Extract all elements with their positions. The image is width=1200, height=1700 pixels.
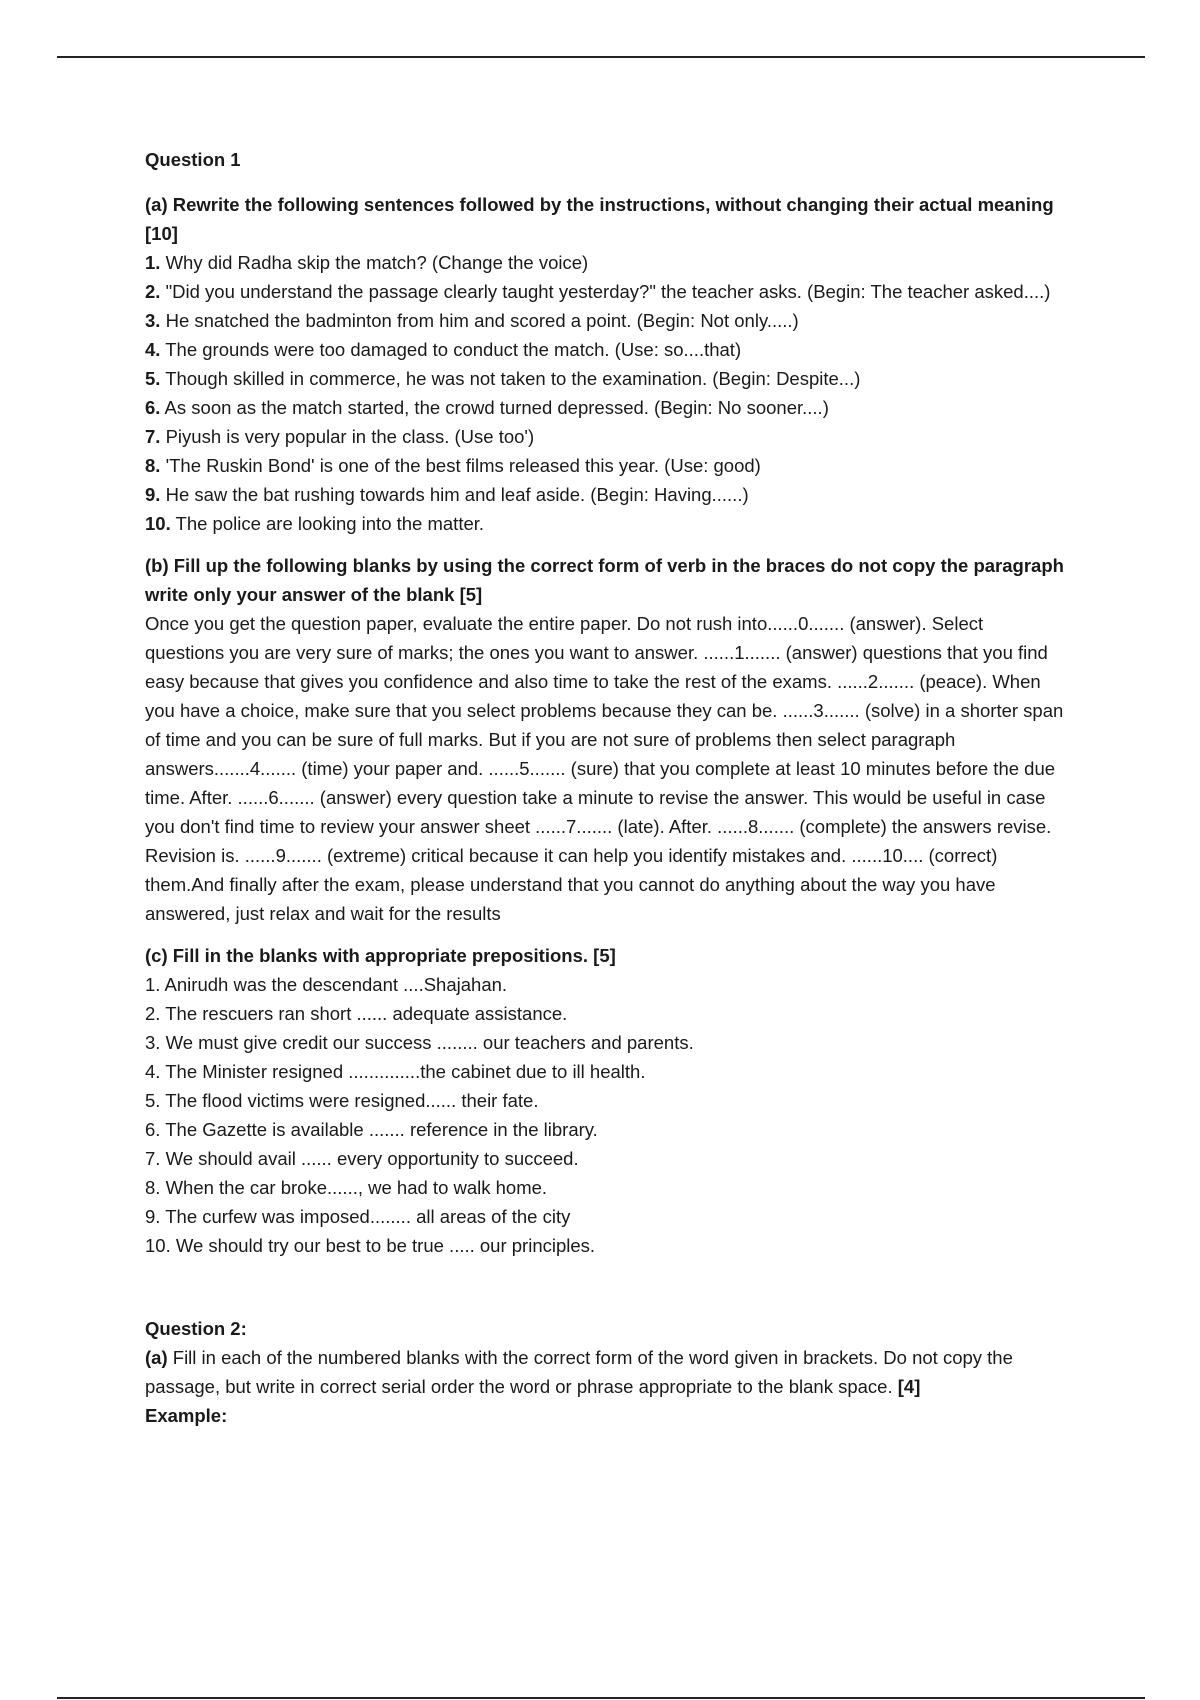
question-1c-heading: (c) Fill in the blanks with appropriate prepositions. [5] bbox=[145, 945, 616, 966]
list-item: 10. We should try our best to be true ..... our principles. bbox=[145, 1235, 596, 1256]
list-item: 8. 'The Ruskin Bond' is one of the best films released this year. (Use: good) bbox=[145, 455, 761, 476]
list-item: 7. We should avail ...... every opportunity to succeed. bbox=[145, 1148, 579, 1169]
list-item: 6. The Gazette is available ....... reference in the library. bbox=[145, 1119, 598, 1140]
list-item: 1. Why did Radha skip the match? (Change the voice) bbox=[145, 252, 589, 273]
list-item: 5. The flood victims were resigned...... their fate. bbox=[145, 1090, 539, 1111]
list-item: 5. Though skilled in commerce, he was not taken to the examination. (Begin: Despite...) bbox=[145, 368, 861, 389]
list-item: 9. The curfew was imposed........ all areas of the city bbox=[145, 1206, 571, 1227]
list-item: 6. As soon as the match started, the crowd turned depressed. (Begin: No sooner....) bbox=[145, 397, 829, 418]
question-1a-heading: (a) Rewrite the following sentences followed by the instructions, without changing their actual meaning [10] bbox=[145, 194, 1054, 244]
list-item: 8. When the car broke......, we had to walk home. bbox=[145, 1177, 548, 1198]
question-1a-list bbox=[145, 248, 1065, 538]
list-item: 4. The grounds were too damaged to conduct the match. (Use: so....that) bbox=[145, 339, 742, 360]
top-rule bbox=[57, 56, 1145, 58]
question-2-title: Question 2: bbox=[145, 1318, 247, 1339]
bottom-rule bbox=[57, 1697, 1145, 1699]
question-1a-section bbox=[145, 190, 1065, 538]
list-item: 9. He saw the bat rushing towards him and leaf aside. (Begin: Having......) bbox=[145, 484, 749, 505]
list-item: 2. The rescuers ran short ...... adequate assistance. bbox=[145, 1003, 568, 1024]
list-item: 2. "Did you understand the passage clearly taught yesterday?" the teacher asks. (Begin: The teacher asked....) bbox=[145, 281, 1051, 302]
question-1b-heading: (b) Fill up the following blanks by using the correct form of verb in the braces do not copy the paragraph write only your answer of the blank [5] bbox=[145, 555, 1064, 605]
list-item: 3. We must give credit our success ........ our teachers and parents. bbox=[145, 1032, 694, 1053]
question-2a-instructions: (a) Fill in each of the numbered blanks with the correct form of the word given in brackets. Do not copy the passage, but write in correct serial order the word or phrase appropriate to the blank space. [4] bbox=[145, 1347, 1013, 1397]
question-2-section bbox=[145, 1314, 1065, 1430]
question-1c-list bbox=[145, 970, 1065, 1260]
list-item: 1. Anirudh was the descendant ....Shajahan. bbox=[145, 974, 508, 995]
list-item: 3. He snatched the badminton from him and scored a point. (Begin: Not only.....) bbox=[145, 310, 799, 331]
list-item: 10. The police are looking into the matter. bbox=[145, 513, 485, 534]
question-1b-paragraph: Once you get the question paper, evaluate the entire paper. Do not rush into......0....... (answer). Select questions you are very sure of marks; the ones you want to answer. ......1....... (answer) questions that you find easy because that gives you confidence and also time to take the rest of the exams. ......2....... (peace). When you have a choice, make sure that you select problems because they can be. ......3....... (solve) in a shorter span of time and you can be sure of full marks. But if you are not sure of problems then select paragraph answers.......4....... (time) your paper and. ......5....... (sure) that you complete at least 10 minutes before the due time. After. ......6....... (answer) every question take a minute to revise the answer. This would be useful in case you don't find time to review your answer sheet ......7....... (late). After. ......8....... (complete) the answers revise. Revision is. ......9....... (extreme) critical because it can help you identify mistakes and. ......10.... (correct) them.And finally after the exam, please understand that you cannot do anything about the way you have answered, just relax and wait for the results bbox=[145, 613, 1064, 924]
document-body bbox=[145, 145, 1065, 1430]
example-label: Example: bbox=[145, 1405, 228, 1426]
question-1c-section bbox=[145, 941, 1065, 1260]
list-item: 7. Piyush is very popular in the class. (Use too') bbox=[145, 426, 535, 447]
list-item: 4. The Minister resigned ..............the cabinet due to ill health. bbox=[145, 1061, 646, 1082]
question-1b-section bbox=[145, 551, 1065, 928]
question-1-title: Question 1 bbox=[145, 149, 241, 170]
